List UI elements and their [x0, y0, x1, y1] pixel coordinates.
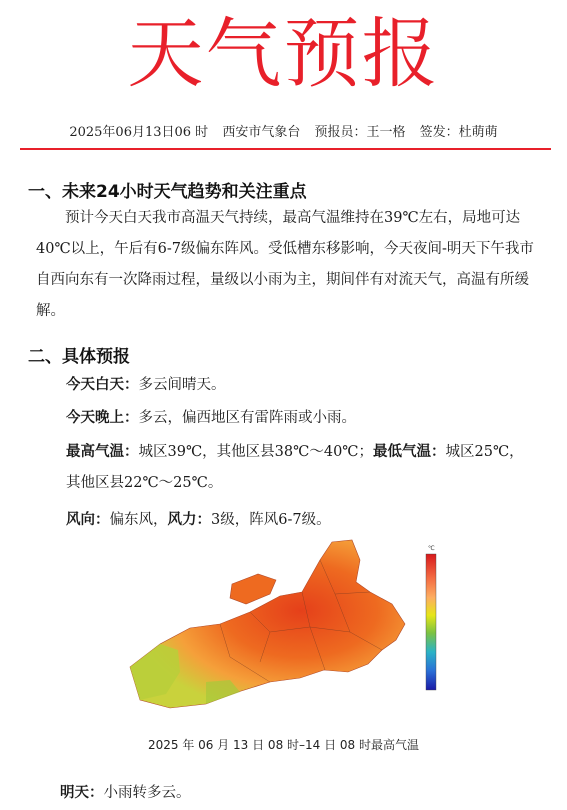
max-temp-label: 最高气温： — [66, 444, 139, 460]
section-heading-forecast: 二、具体预报 — [28, 347, 130, 367]
issuing-agency: 西安市气象台 — [222, 125, 301, 140]
issue-datetime: 2025年06月13日06 时 — [69, 125, 209, 140]
signer: 签发：杜萌萌 — [419, 125, 498, 140]
today-night-label: 今天晚上： — [66, 410, 139, 426]
today-day-value: 多云间晴天。 — [138, 377, 226, 393]
header-divider — [20, 148, 551, 150]
today-night-row — [36, 403, 536, 434]
wind-force-value: 3级，阵风6-7级。 — [211, 512, 331, 528]
today-day-label: 今天白天： — [66, 377, 139, 393]
map-caption: 2025 年 06 月 13 日 08 时–14 日 08 时最高气温 — [147, 738, 420, 752]
section-heading-trend: 一、未来24小时天气趋势和关注重点 — [28, 182, 307, 202]
page-title: 天气预报 — [127, 9, 440, 98]
wind-force-label: 风力： — [167, 512, 211, 528]
tomorrow-value: 小雨转多云。 — [103, 785, 191, 801]
min-temp-label: 最低气温： — [373, 444, 446, 460]
bulletin-meta — [0, 121, 567, 140]
max-temp-value: 城区39℃，其他区县38℃～40℃； — [138, 444, 374, 460]
trend-paragraph: 预计今天白天我市高温天气持续，最高气温维持在39℃左右，局地可达40℃以上，午后有6-7级偏东阵风。受低槽东移影响，今天夜间-明天下午我市自西向东有一次降雨过程，量级以小雨为主，期间伴有对流天气，高温有所缓解。 — [36, 210, 534, 319]
forecaster: 预报员：王一格 — [314, 125, 406, 140]
tomorrow-row — [60, 778, 560, 809]
temperature-legend-bar — [426, 554, 436, 690]
today-night-value: 多云，偏西地区有雷阵雨或小雨。 — [138, 410, 356, 426]
temperature-map-graphic — [120, 532, 450, 722]
legend-unit: ℃ — [428, 545, 435, 552]
tomorrow-label: 明天： — [60, 785, 104, 801]
northern-lobe — [230, 574, 276, 604]
wind-direction-value: 偏东风， — [109, 512, 168, 528]
today-day-row — [36, 370, 536, 401]
min-temp-value: 城区25℃，其他区县22℃～25℃。 — [66, 444, 524, 491]
wind-direction-label: 风向： — [66, 512, 110, 528]
max-temperature-map — [120, 532, 450, 722]
temperature-row — [36, 437, 536, 499]
